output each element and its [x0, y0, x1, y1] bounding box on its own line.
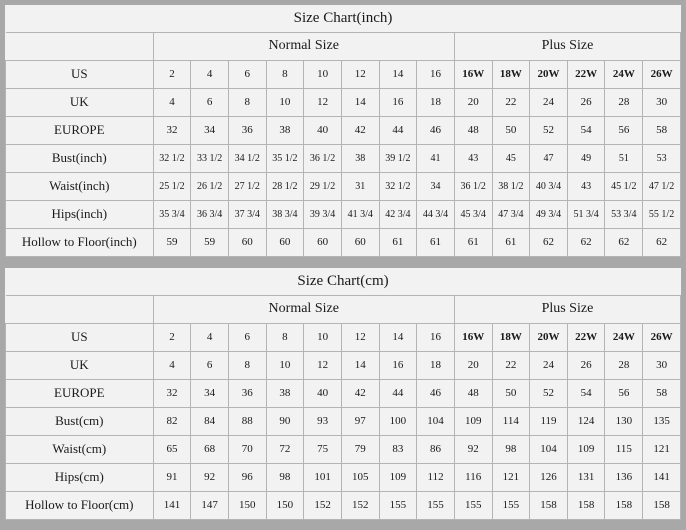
cell: 42 — [341, 380, 379, 408]
cell: 115 — [605, 436, 643, 464]
cell: 93 — [304, 408, 342, 436]
cell: 20 — [454, 352, 492, 380]
group-row-spacer — [6, 296, 154, 324]
cell: 62 — [605, 229, 643, 257]
cell: 44 3/4 — [417, 201, 455, 229]
cell: 16 — [417, 324, 455, 352]
cell: 97 — [341, 408, 379, 436]
cell: 61 — [454, 229, 492, 257]
cell: 141 — [153, 492, 191, 520]
cell: 18W — [492, 324, 530, 352]
cell: 28 — [605, 352, 643, 380]
cell: 10 — [304, 324, 342, 352]
cell: 50 — [492, 380, 530, 408]
chart-title: Size Chart(inch) — [6, 5, 681, 33]
cell: 36 1/2 — [304, 145, 342, 173]
cell: 16W — [454, 324, 492, 352]
row-label: Hips(cm) — [6, 464, 154, 492]
group-normal-size: Normal Size — [153, 33, 454, 61]
table-row — [6, 145, 681, 173]
cell: 83 — [379, 436, 417, 464]
cell: 48 — [454, 380, 492, 408]
cell: 18 — [417, 89, 455, 117]
cell: 28 1/2 — [266, 173, 304, 201]
cell: 61 — [417, 229, 455, 257]
cell: 26 — [567, 352, 605, 380]
cell: 47 1/2 — [643, 173, 681, 201]
cell: 124 — [567, 408, 605, 436]
cell: 131 — [567, 464, 605, 492]
cell: 158 — [530, 492, 568, 520]
cell: 150 — [266, 492, 304, 520]
cell: 92 — [191, 464, 229, 492]
cell: 35 1/2 — [266, 145, 304, 173]
row-label: EUROPE — [6, 117, 154, 145]
table-title-row — [6, 268, 681, 296]
cell: 49 — [567, 145, 605, 173]
cell: 16W — [454, 61, 492, 89]
cell: 52 — [530, 117, 568, 145]
cell: 33 1/2 — [191, 145, 229, 173]
cell: 58 — [643, 380, 681, 408]
row-label: Hips(inch) — [6, 201, 154, 229]
cell: 55 1/2 — [643, 201, 681, 229]
cell: 56 — [605, 117, 643, 145]
cell: 14 — [379, 324, 417, 352]
cell: 126 — [530, 464, 568, 492]
cell: 24 — [530, 352, 568, 380]
cell: 38 — [266, 380, 304, 408]
chart-divider — [0, 257, 686, 263]
cell: 158 — [643, 492, 681, 520]
cell: 6 — [228, 61, 266, 89]
row-label: Bust(cm) — [6, 408, 154, 436]
cell: 4 — [153, 352, 191, 380]
cell: 101 — [304, 464, 342, 492]
cell: 59 — [153, 229, 191, 257]
cell: 53 — [643, 145, 681, 173]
cell: 62 — [530, 229, 568, 257]
cell: 22W — [567, 61, 605, 89]
cell: 4 — [153, 89, 191, 117]
cell: 18 — [417, 352, 455, 380]
cell: 45 1/2 — [605, 173, 643, 201]
cell: 104 — [417, 408, 455, 436]
cell: 25 1/2 — [153, 173, 191, 201]
cell: 10 — [266, 89, 304, 117]
cell: 45 3/4 — [454, 201, 492, 229]
cell: 35 3/4 — [153, 201, 191, 229]
cell: 14 — [379, 61, 417, 89]
row-label: Waist(inch) — [6, 173, 154, 201]
cell: 109 — [454, 408, 492, 436]
cell: 39 3/4 — [304, 201, 342, 229]
cell: 42 3/4 — [379, 201, 417, 229]
cell: 37 3/4 — [228, 201, 266, 229]
cell: 98 — [266, 464, 304, 492]
cell: 8 — [266, 324, 304, 352]
table-row — [6, 324, 681, 352]
table-row — [6, 464, 681, 492]
cell: 62 — [567, 229, 605, 257]
cell: 158 — [605, 492, 643, 520]
cell: 112 — [417, 464, 455, 492]
cell: 34 1/2 — [228, 145, 266, 173]
cell: 26 1/2 — [191, 173, 229, 201]
row-label: US — [6, 61, 154, 89]
table-row — [6, 408, 681, 436]
table-row — [6, 89, 681, 117]
cell: 40 3/4 — [530, 173, 568, 201]
table-row — [6, 61, 681, 89]
cell: 24W — [605, 324, 643, 352]
cell: 22W — [567, 324, 605, 352]
cell: 41 — [417, 145, 455, 173]
cell: 155 — [379, 492, 417, 520]
cell: 121 — [492, 464, 530, 492]
cell: 4 — [191, 324, 229, 352]
table-row — [6, 117, 681, 145]
cell: 14 — [341, 89, 379, 117]
cell: 84 — [191, 408, 229, 436]
group-row-spacer — [6, 33, 154, 61]
cell: 72 — [266, 436, 304, 464]
table-group-row — [6, 296, 681, 324]
cell: 16 — [379, 352, 417, 380]
cell: 26 — [567, 89, 605, 117]
cell: 32 1/2 — [379, 173, 417, 201]
cell: 51 — [605, 145, 643, 173]
cell: 2 — [153, 61, 191, 89]
cell: 152 — [304, 492, 342, 520]
table-row — [6, 201, 681, 229]
cell: 114 — [492, 408, 530, 436]
cell: 141 — [643, 464, 681, 492]
cell: 79 — [341, 436, 379, 464]
cell: 158 — [567, 492, 605, 520]
cell: 86 — [417, 436, 455, 464]
row-label: Bust(inch) — [6, 145, 154, 173]
cell: 155 — [417, 492, 455, 520]
cell: 16 — [417, 61, 455, 89]
cell: 12 — [304, 89, 342, 117]
size-chart-inch-table — [5, 5, 681, 257]
cell: 46 — [417, 380, 455, 408]
cell: 8 — [266, 61, 304, 89]
cell: 65 — [153, 436, 191, 464]
cell: 62 — [643, 229, 681, 257]
cell: 6 — [191, 352, 229, 380]
cell: 44 — [379, 380, 417, 408]
cell: 8 — [228, 89, 266, 117]
cell: 70 — [228, 436, 266, 464]
cell: 47 — [530, 145, 568, 173]
cell: 20W — [530, 324, 568, 352]
cell: 38 — [266, 117, 304, 145]
cell: 26W — [643, 324, 681, 352]
table-row — [6, 352, 681, 380]
cell: 2 — [153, 324, 191, 352]
cell: 31 — [341, 173, 379, 201]
cell: 38 1/2 — [492, 173, 530, 201]
cell: 14 — [341, 352, 379, 380]
cell: 34 — [417, 173, 455, 201]
cell: 26W — [643, 61, 681, 89]
cell: 91 — [153, 464, 191, 492]
cell: 98 — [492, 436, 530, 464]
row-label: Waist(cm) — [6, 436, 154, 464]
cell: 116 — [454, 464, 492, 492]
table-row — [6, 436, 681, 464]
cell: 121 — [643, 436, 681, 464]
cell: 109 — [379, 464, 417, 492]
row-label: EUROPE — [6, 380, 154, 408]
group-plus-size: Plus Size — [454, 33, 680, 61]
cell: 60 — [266, 229, 304, 257]
cell: 56 — [605, 380, 643, 408]
cell: 75 — [304, 436, 342, 464]
cell: 135 — [643, 408, 681, 436]
cell: 52 — [530, 380, 568, 408]
cell: 30 — [643, 89, 681, 117]
cell: 46 — [417, 117, 455, 145]
cell: 100 — [379, 408, 417, 436]
cell: 18W — [492, 61, 530, 89]
cell: 45 — [492, 145, 530, 173]
cell: 60 — [228, 229, 266, 257]
table-group-row — [6, 33, 681, 61]
cell: 150 — [228, 492, 266, 520]
cell: 54 — [567, 117, 605, 145]
cell: 32 — [153, 380, 191, 408]
cell: 22 — [492, 89, 530, 117]
cell: 51 3/4 — [567, 201, 605, 229]
cell: 38 — [341, 145, 379, 173]
cell: 36 — [228, 117, 266, 145]
cell: 147 — [191, 492, 229, 520]
cell: 12 — [304, 352, 342, 380]
cell: 155 — [454, 492, 492, 520]
cell: 36 3/4 — [191, 201, 229, 229]
table-row — [6, 229, 681, 257]
cell: 38 3/4 — [266, 201, 304, 229]
size-chart-cm — [5, 268, 681, 520]
cell: 10 — [266, 352, 304, 380]
cell: 32 — [153, 117, 191, 145]
cell: 39 1/2 — [379, 145, 417, 173]
cell: 60 — [341, 229, 379, 257]
cell: 59 — [191, 229, 229, 257]
cell: 40 — [304, 380, 342, 408]
row-label: Hollow to Floor(inch) — [6, 229, 154, 257]
cell: 34 — [191, 380, 229, 408]
cell: 104 — [530, 436, 568, 464]
cell: 32 1/2 — [153, 145, 191, 173]
cell: 6 — [228, 324, 266, 352]
cell: 92 — [454, 436, 492, 464]
cell: 130 — [605, 408, 643, 436]
cell: 12 — [341, 61, 379, 89]
cell: 90 — [266, 408, 304, 436]
cell: 20 — [454, 89, 492, 117]
cell: 49 3/4 — [530, 201, 568, 229]
cell: 43 — [454, 145, 492, 173]
cell: 4 — [191, 61, 229, 89]
group-normal-size: Normal Size — [153, 296, 454, 324]
cell: 96 — [228, 464, 266, 492]
table-row — [6, 380, 681, 408]
cell: 43 — [567, 173, 605, 201]
cell: 27 1/2 — [228, 173, 266, 201]
row-label: US — [6, 324, 154, 352]
chart-title: Size Chart(cm) — [6, 268, 681, 296]
cell: 54 — [567, 380, 605, 408]
cell: 16 — [379, 89, 417, 117]
table-title-row — [6, 5, 681, 33]
cell: 36 — [228, 380, 266, 408]
table-row — [6, 492, 681, 520]
table-row — [6, 173, 681, 201]
group-plus-size: Plus Size — [454, 296, 680, 324]
size-chart-inch — [5, 5, 681, 257]
cell: 53 3/4 — [605, 201, 643, 229]
row-label: UK — [6, 352, 154, 380]
cell: 6 — [191, 89, 229, 117]
cell: 82 — [153, 408, 191, 436]
cell: 8 — [228, 352, 266, 380]
cell: 68 — [191, 436, 229, 464]
cell: 40 — [304, 117, 342, 145]
cell: 42 — [341, 117, 379, 145]
cell: 60 — [304, 229, 342, 257]
cell: 155 — [492, 492, 530, 520]
cell: 10 — [304, 61, 342, 89]
cell: 36 1/2 — [454, 173, 492, 201]
cell: 20W — [530, 61, 568, 89]
cell: 12 — [341, 324, 379, 352]
cell: 28 — [605, 89, 643, 117]
cell: 30 — [643, 352, 681, 380]
row-label: UK — [6, 89, 154, 117]
cell: 48 — [454, 117, 492, 145]
cell: 88 — [228, 408, 266, 436]
cell: 58 — [643, 117, 681, 145]
cell: 109 — [567, 436, 605, 464]
cell: 22 — [492, 352, 530, 380]
cell: 119 — [530, 408, 568, 436]
size-chart-cm-table — [5, 268, 681, 520]
cell: 41 3/4 — [341, 201, 379, 229]
cell: 50 — [492, 117, 530, 145]
cell: 61 — [492, 229, 530, 257]
cell: 44 — [379, 117, 417, 145]
row-label: Hollow to Floor(cm) — [6, 492, 154, 520]
cell: 47 3/4 — [492, 201, 530, 229]
cell: 24 — [530, 89, 568, 117]
cell: 24W — [605, 61, 643, 89]
cell: 29 1/2 — [304, 173, 342, 201]
cell: 105 — [341, 464, 379, 492]
cell: 34 — [191, 117, 229, 145]
cell: 136 — [605, 464, 643, 492]
cell: 152 — [341, 492, 379, 520]
cell: 61 — [379, 229, 417, 257]
